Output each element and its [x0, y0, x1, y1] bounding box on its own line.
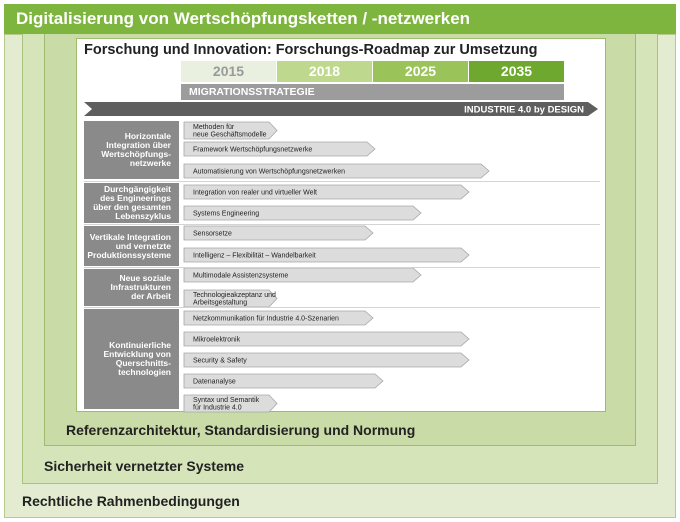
- category-separator: [84, 267, 600, 268]
- year-2035: 2035: [469, 61, 565, 82]
- category-separator: [84, 181, 600, 182]
- category-label: [84, 226, 179, 266]
- migration-strategy-bar: MIGRATIONSSTRATEGIE: [181, 84, 564, 100]
- category-text-line: technologien: [118, 367, 171, 377]
- roadmap-item-label: Integration von realer und virtueller Welt: [193, 189, 317, 197]
- roadmap-item-label: Mikroelektronik: [193, 336, 241, 344]
- year-2025: 2025: [373, 61, 469, 82]
- category-text-line: Entwicklung von: [103, 349, 171, 359]
- category-text-line: Kontinuierliche: [109, 340, 171, 350]
- category-label: [84, 121, 179, 179]
- year-2018: 2018: [277, 61, 373, 82]
- roadmap-item-label: Technologieakzeptanz und Arbeitsgestaltung: [193, 292, 276, 307]
- roadmap-item-label: Netzkommunikation für Industrie 4.0-Szenarien: [193, 315, 339, 323]
- category-text-line: der Arbeit: [131, 291, 171, 301]
- roadmap-item-label: Systems Engineering: [193, 210, 260, 218]
- category-text-line: Integration über: [106, 140, 171, 150]
- year-2015: 2015: [181, 61, 277, 82]
- roadmap-item-label: Automatisierung von Wertschöpfungsnetzwerken: [193, 168, 346, 176]
- roadmap-item-label: Syntax und Semantik für Industrie 4.0: [193, 397, 260, 412]
- category-text-line: Querschnitts-: [115, 358, 171, 368]
- reference-architecture-label: Referenzarchitektur, Standardisierung und Normung: [66, 422, 416, 438]
- category-text-line: Horizontale: [124, 131, 171, 141]
- category-label: [84, 183, 179, 223]
- category-text-line: Produktionssysteme: [87, 249, 171, 260]
- category-text-line: über den gesamten: [93, 202, 171, 212]
- category-separator: [84, 224, 600, 225]
- roadmap-item-label: Security & Safety: [193, 357, 247, 365]
- roadmap-item-label: Sensorsetze: [193, 230, 232, 238]
- category-separator: [84, 307, 600, 308]
- roadmap-item-label: Methoden für neue Geschäftsmodelle: [193, 124, 267, 139]
- roadmap-title: Forschung und Innovation: Forschungs-Roadmap zur Umsetzung: [84, 42, 538, 58]
- category-label: [84, 269, 179, 306]
- roadmap-item-label: Framework Wertschöpfungsnetzwerke: [193, 146, 313, 154]
- category-text-line: Vertikale Integration: [89, 231, 171, 242]
- category-label: [84, 309, 179, 409]
- diagram-title: Digitalisierung von Wertschöpfungsketten / -netzwerken: [4, 4, 676, 34]
- category-text-line: Durchgängigkeit: [103, 184, 171, 194]
- category-text-line: des Engineerings: [100, 193, 171, 203]
- legal-framework-label: Rechtliche Rahmenbedingungen: [22, 493, 240, 509]
- roadmap-item-label: Datenanalyse: [193, 378, 236, 386]
- industrie40-design-label: INDUSTRIE 4.0 by DESIGN: [464, 104, 584, 116]
- category-text-line: Lebenszyklus: [115, 211, 171, 221]
- category-text-line: Wertschöpfungs-: [101, 149, 171, 159]
- category-text-line: Infrastrukturen: [110, 282, 171, 292]
- security-label: Sicherheit vernetzter Systeme: [44, 458, 244, 474]
- category-text-line: und vernetzte: [115, 240, 171, 251]
- category-text-line: netzwerke: [129, 158, 171, 168]
- roadmap-item-label: Intelligenz – Flexibilität – Wandelbarkeit: [193, 252, 316, 260]
- roadmap-item-label: Multimodale Assistenzsysteme: [193, 272, 289, 280]
- category-text-line: Neue soziale: [119, 273, 171, 283]
